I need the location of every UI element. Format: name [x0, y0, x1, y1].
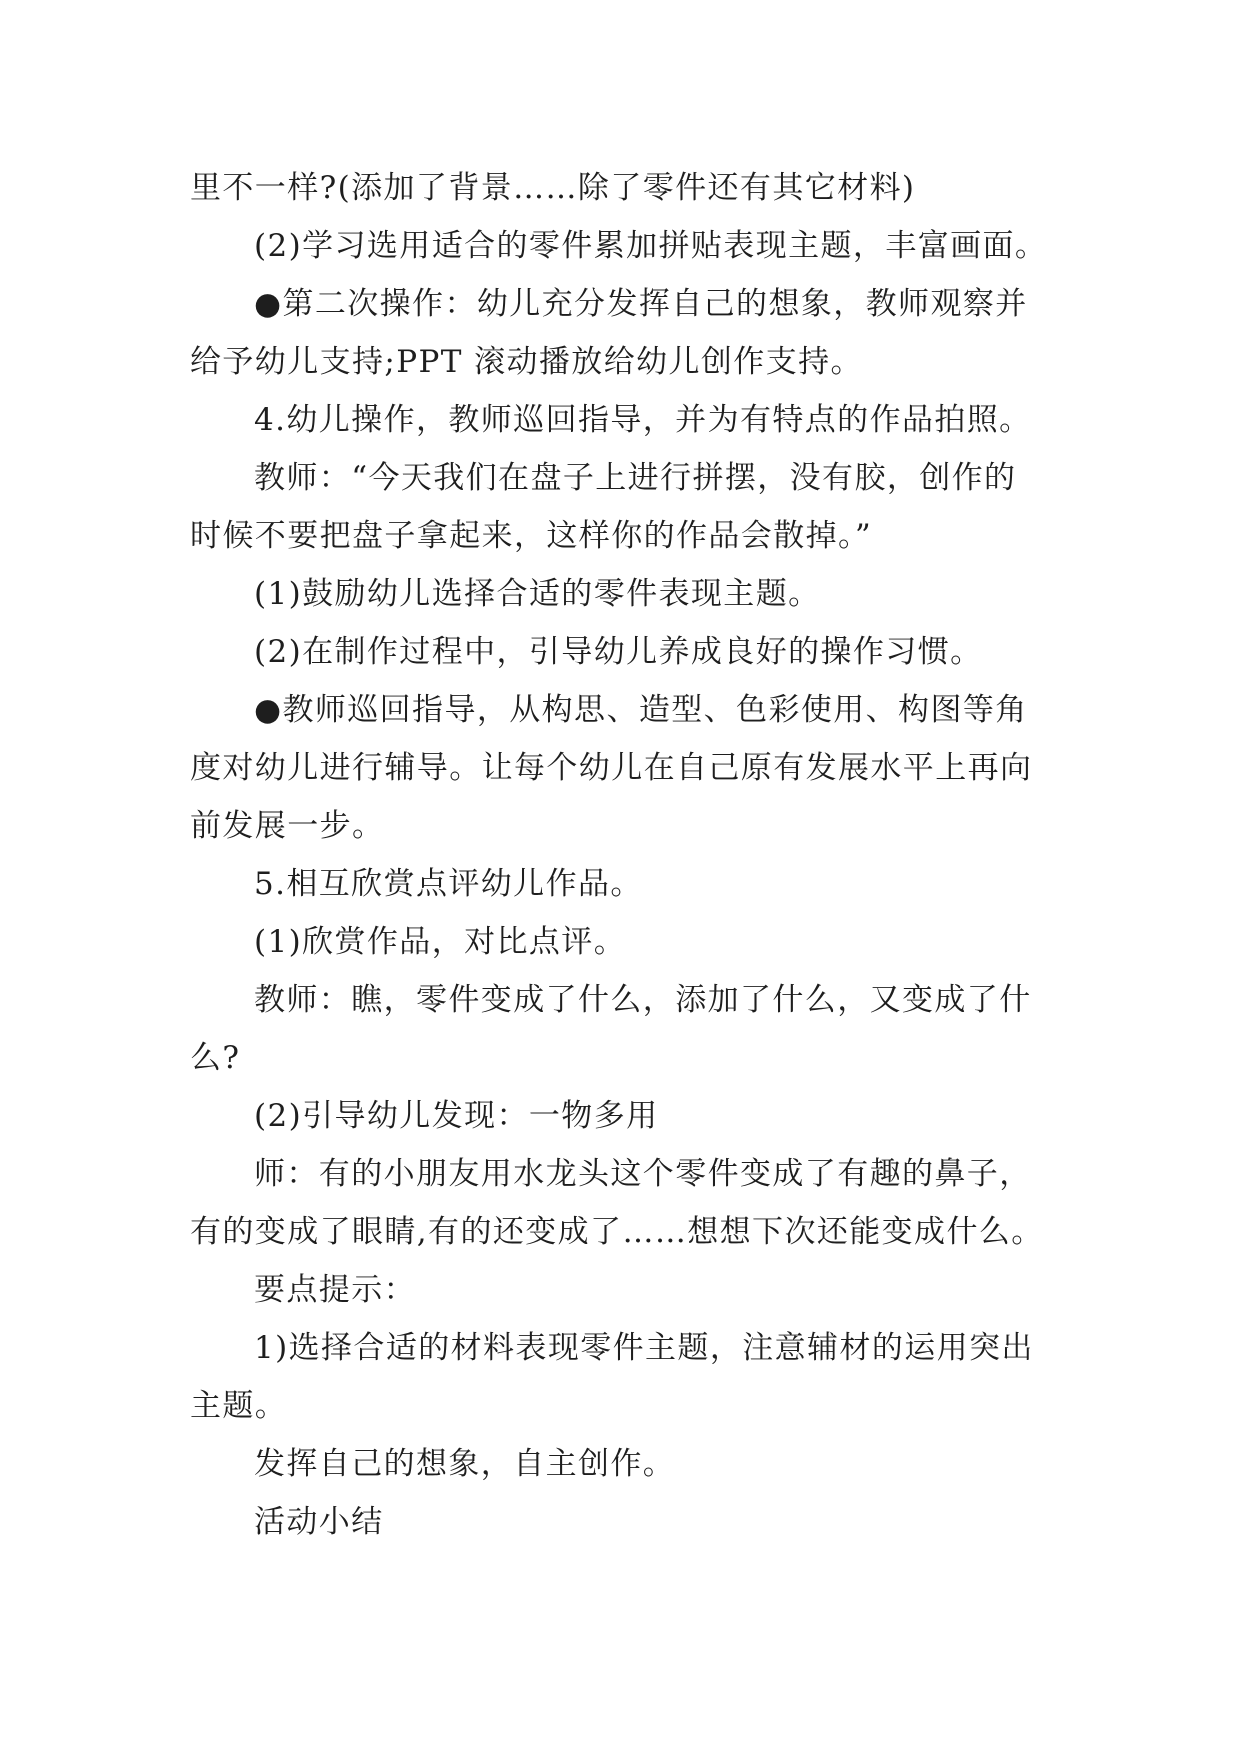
paragraph-line: 有的变成了眼睛,有的还变成了……想想下次还能变成什么。 [190, 1214, 1044, 1250]
paragraph-line: 给予幼儿支持;PPT 滚动播放给幼儿创作支持。 [190, 344, 863, 380]
paragraph-line: ●教师巡回指导，从构思、造型、色彩使用、构图等角 [254, 692, 1028, 728]
paragraph-line: (2)学习选用适合的零件累加拼贴表现主题，丰富画面。 [254, 228, 1048, 264]
paragraph-line: 么? [190, 1040, 241, 1076]
paragraph-line: 主题。 [190, 1388, 288, 1424]
paragraph-line: 1)选择合适的材料表现零件主题，注意辅材的运用突出 [254, 1330, 1034, 1366]
paragraph-line: (2)引导幼儿发现：一物多用 [254, 1098, 659, 1134]
paragraph-line: 要点提示： [254, 1272, 416, 1308]
section-heading: 活动小结 [254, 1504, 384, 1540]
paragraph-line: ●第二次操作：幼儿充分发挥自己的想象，教师观察并 [254, 286, 1028, 322]
paragraph-line: 教师：瞧，零件变成了什么，添加了什么，又变成了什 [254, 982, 1032, 1018]
paragraph-line: (2)在制作过程中，引导幼儿养成良好的操作习惯。 [254, 634, 983, 670]
paragraph-line: (1)鼓励幼儿选择合适的零件表现主题。 [254, 576, 821, 612]
paragraph-line: (1)欣赏作品，对比点评。 [254, 924, 627, 960]
paragraph-line: 时候不要把盘子拿起来，这样你的作品会散掉。” [190, 518, 873, 554]
paragraph-line: 度对幼儿进行辅导。让每个幼儿在自己原有发展水平上再向 [190, 750, 1033, 786]
paragraph-line: 教师：“今天我们在盘子上进行拼摆，没有胶，创作的 [254, 460, 1017, 496]
paragraph-line: 5.相互欣赏点评幼儿作品。 [254, 866, 643, 902]
document-body [190, 159, 1070, 1551]
paragraph-line: 里不一样?(添加了背景……除了零件还有其它材料) [190, 170, 916, 206]
paragraph-line: 4.幼儿操作，教师巡回指导，并为有特点的作品拍照。 [254, 402, 1032, 438]
paragraph-line: 前发展一步。 [190, 808, 385, 844]
paragraph-line: 发挥自己的想象，自主创作。 [254, 1446, 676, 1482]
paragraph-line: 师：有的小朋友用水龙头这个零件变成了有趣的鼻子， [254, 1156, 1032, 1192]
